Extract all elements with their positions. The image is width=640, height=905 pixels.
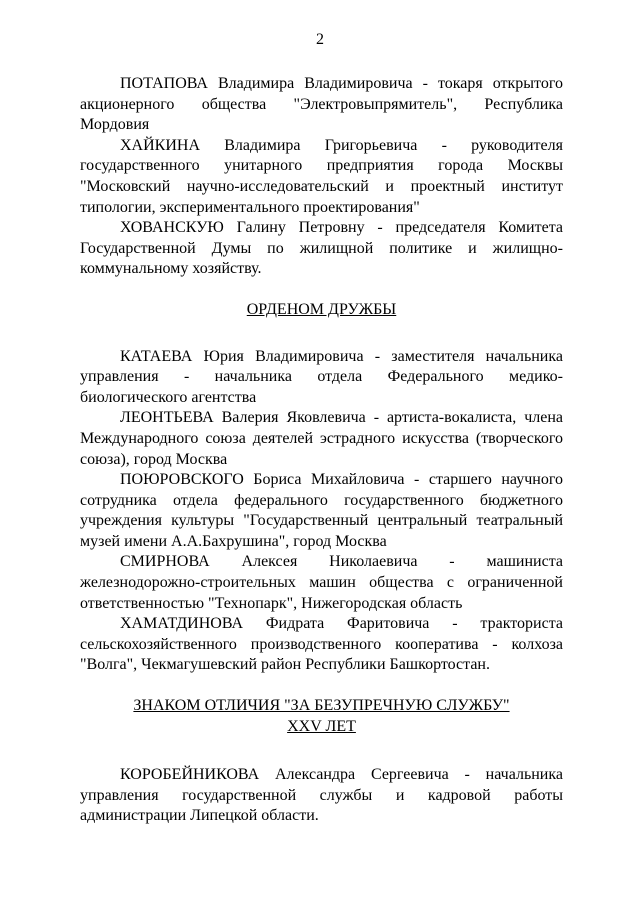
section-heading bbox=[80, 300, 563, 321]
award-entry: ЛЕОНТЬЕВА Валерия Яковлевича - артиста-вокалиста, члена Международного союза деятелей эстрадного искусства (творческого союза), город Москва bbox=[80, 409, 563, 468]
section-heading-line: ЗНАКОМ ОТЛИЧИЯ "ЗА БЕЗУПРЕЧНУЮ СЛУЖБУ" bbox=[133, 697, 510, 715]
section-heading-line: ОРДЕНОМ ДРУЖБЫ bbox=[246, 300, 397, 318]
document-body bbox=[80, 74, 563, 827]
section-heading-line: XXV ЛЕТ bbox=[287, 717, 356, 735]
section-continued bbox=[80, 74, 563, 280]
award-entry: ХОВАНСКУЮ Галину Петровну - председателя Комитета Государственной Думы по жилищной политике и жилищно-коммунальному хозяйству. bbox=[80, 219, 563, 278]
award-entry: ХАМАТДИНОВА Фидрата Фаритовича - тракториста сельскохозяйственного производственного кооператива - колхоза "Волга", Чекмагушевский район Республики Башкортостан. bbox=[80, 615, 563, 674]
section-badge-of-distinction bbox=[80, 696, 563, 827]
award-entry: СМИРНОВА Алексея Николаевича - машиниста железнодорожно-строительных машин общества с ограниченной ответственностью "Технопарк", Нижегородская область bbox=[80, 553, 563, 612]
page-number: 2 bbox=[316, 31, 324, 48]
award-entry: ХАЙКИНА Владимира Григорьевича - руководителя государственного унитарного предприятия города Москвы "Московский научно-исследовательский и проектный институт типологии, экспериментального проектирования" bbox=[80, 136, 563, 216]
award-entry: КАТАЕВА Юрия Владимировича - заместителя начальника управления - начальника отдела Федерального медико-биологического агентства bbox=[80, 347, 563, 406]
section-heading bbox=[80, 696, 563, 737]
award-entry: КОРОБЕЙНИКОВА Александра Сергеевича - начальника управления государственной службы и кадровой работы администрации Липецкой области. bbox=[80, 766, 563, 825]
award-entry: ПОЮРОВСКОГО Бориса Михайловича - старшего научного сотрудника отдела федерального государственного бюджетного учреждения культуры "Государственный центральный театральный музей имени А.А.Бахрушина", город Москва bbox=[80, 471, 563, 550]
section-order-of-friendship bbox=[80, 300, 563, 676]
award-entry: ПОТАПОВА Владимира Владимировича - токаря открытого акционерного общества "Электровыпрямитель", Республика Мордовия bbox=[80, 75, 563, 134]
